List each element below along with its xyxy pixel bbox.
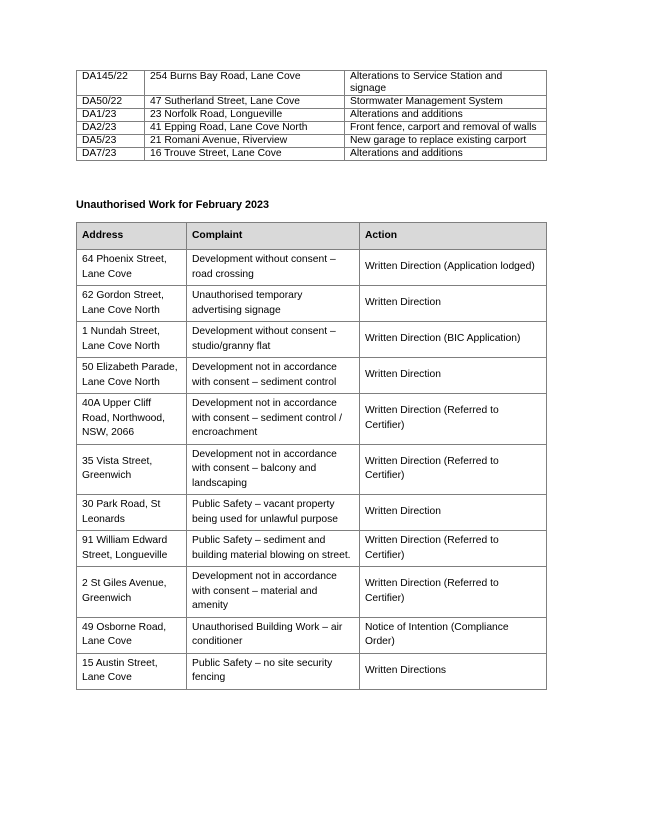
address-cell: 1 Nundah Street, Lane Cove North [77,322,187,358]
da-address: 41 Epping Road, Lane Cove North [145,122,345,135]
table-row [77,250,547,286]
address-cell: 2 St Giles Avenue, Greenwich [77,567,187,618]
table-row [77,653,547,689]
section-heading: Unauthorised Work for February 2023 [76,199,269,211]
da-address: 47 Sutherland Street, Lane Cove [145,96,345,109]
table-row [77,148,547,161]
action-cell: Written Direction [360,286,547,322]
action-cell: Written Direction (BIC Application) [360,322,547,358]
address-cell: 35 Vista Street, Greenwich [77,444,187,495]
table-row [77,109,547,122]
address-cell: 40A Upper Cliff Road, Northwood, NSW, 2066 [77,394,187,445]
da-address: 21 Romani Avenue, Riverview [145,135,345,148]
table-row [77,96,547,109]
table-row [77,394,547,445]
unauthorised-work-table [76,222,547,690]
action-cell: Written Direction (Application lodged) [360,250,547,286]
da-number: DA5/23 [77,135,145,148]
complaint-cell: Public Safety – no site security fencing [187,653,360,689]
table-row [77,531,547,567]
complaint-cell: Public Safety – vacant property being used for unlawful purpose [187,495,360,531]
column-header-complaint: Complaint [187,223,360,250]
action-cell: Notice of Intention (Compliance Order) [360,617,547,653]
address-cell: 15 Austin Street, Lane Cove [77,653,187,689]
complaint-cell: Development not in accordance with consent – sediment control [187,358,360,394]
da-number: DA1/23 [77,109,145,122]
action-cell: Written Direction [360,358,547,394]
address-cell: 30 Park Road, St Leonards [77,495,187,531]
da-number: DA145/22 [77,71,145,96]
table-row [77,617,547,653]
complaint-cell: Development not in accordance with consent – balcony and landscaping [187,444,360,495]
applications-table [76,70,547,161]
complaint-cell: Development not in accordance with consent – sediment control / encroachment [187,394,360,445]
address-cell: 62 Gordon Street, Lane Cove North [77,286,187,322]
action-cell: Written Direction (Referred to Certifier) [360,444,547,495]
complaint-cell: Unauthorised Building Work – air conditioner [187,617,360,653]
table-row [77,358,547,394]
address-cell: 49 Osborne Road, Lane Cove [77,617,187,653]
complaint-cell: Unauthorised temporary advertising signage [187,286,360,322]
da-description: Front fence, carport and removal of walls [345,122,547,135]
action-cell: Written Directions [360,653,547,689]
da-number: DA7/23 [77,148,145,161]
da-description: Stormwater Management System [345,96,547,109]
da-description: Alterations to Service Station and signage [345,71,547,96]
table-row [77,567,547,618]
table-row [77,135,547,148]
da-description: New garage to replace existing carport [345,135,547,148]
complaint-cell: Development without consent – road crossing [187,250,360,286]
column-header-address: Address [77,223,187,250]
address-cell: 91 William Edward Street, Longueville [77,531,187,567]
action-cell: Written Direction [360,495,547,531]
table-row [77,286,547,322]
table-row [77,495,547,531]
action-cell: Written Direction (Referred to Certifier) [360,531,547,567]
table-header-row [77,223,547,250]
table-row [77,122,547,135]
address-cell: 64 Phoenix Street, Lane Cove [77,250,187,286]
table-row [77,322,547,358]
action-cell: Written Direction (Referred to Certifier) [360,394,547,445]
action-cell: Written Direction (Referred to Certifier) [360,567,547,618]
da-description: Alterations and additions [345,109,547,122]
table-row [77,444,547,495]
address-cell: 50 Elizabeth Parade, Lane Cove North [77,358,187,394]
column-header-action: Action [360,223,547,250]
da-number: DA2/23 [77,122,145,135]
table-row [77,71,547,96]
da-address: 254 Burns Bay Road, Lane Cove [145,71,345,96]
da-number: DA50/22 [77,96,145,109]
da-address: 23 Norfolk Road, Longueville [145,109,345,122]
complaint-cell: Development without consent – studio/granny flat [187,322,360,358]
complaint-cell: Public Safety – sediment and building material blowing on street. [187,531,360,567]
complaint-cell: Development not in accordance with consent – material and amenity [187,567,360,618]
da-address: 16 Trouve Street, Lane Cove [145,148,345,161]
da-description: Alterations and additions [345,148,547,161]
